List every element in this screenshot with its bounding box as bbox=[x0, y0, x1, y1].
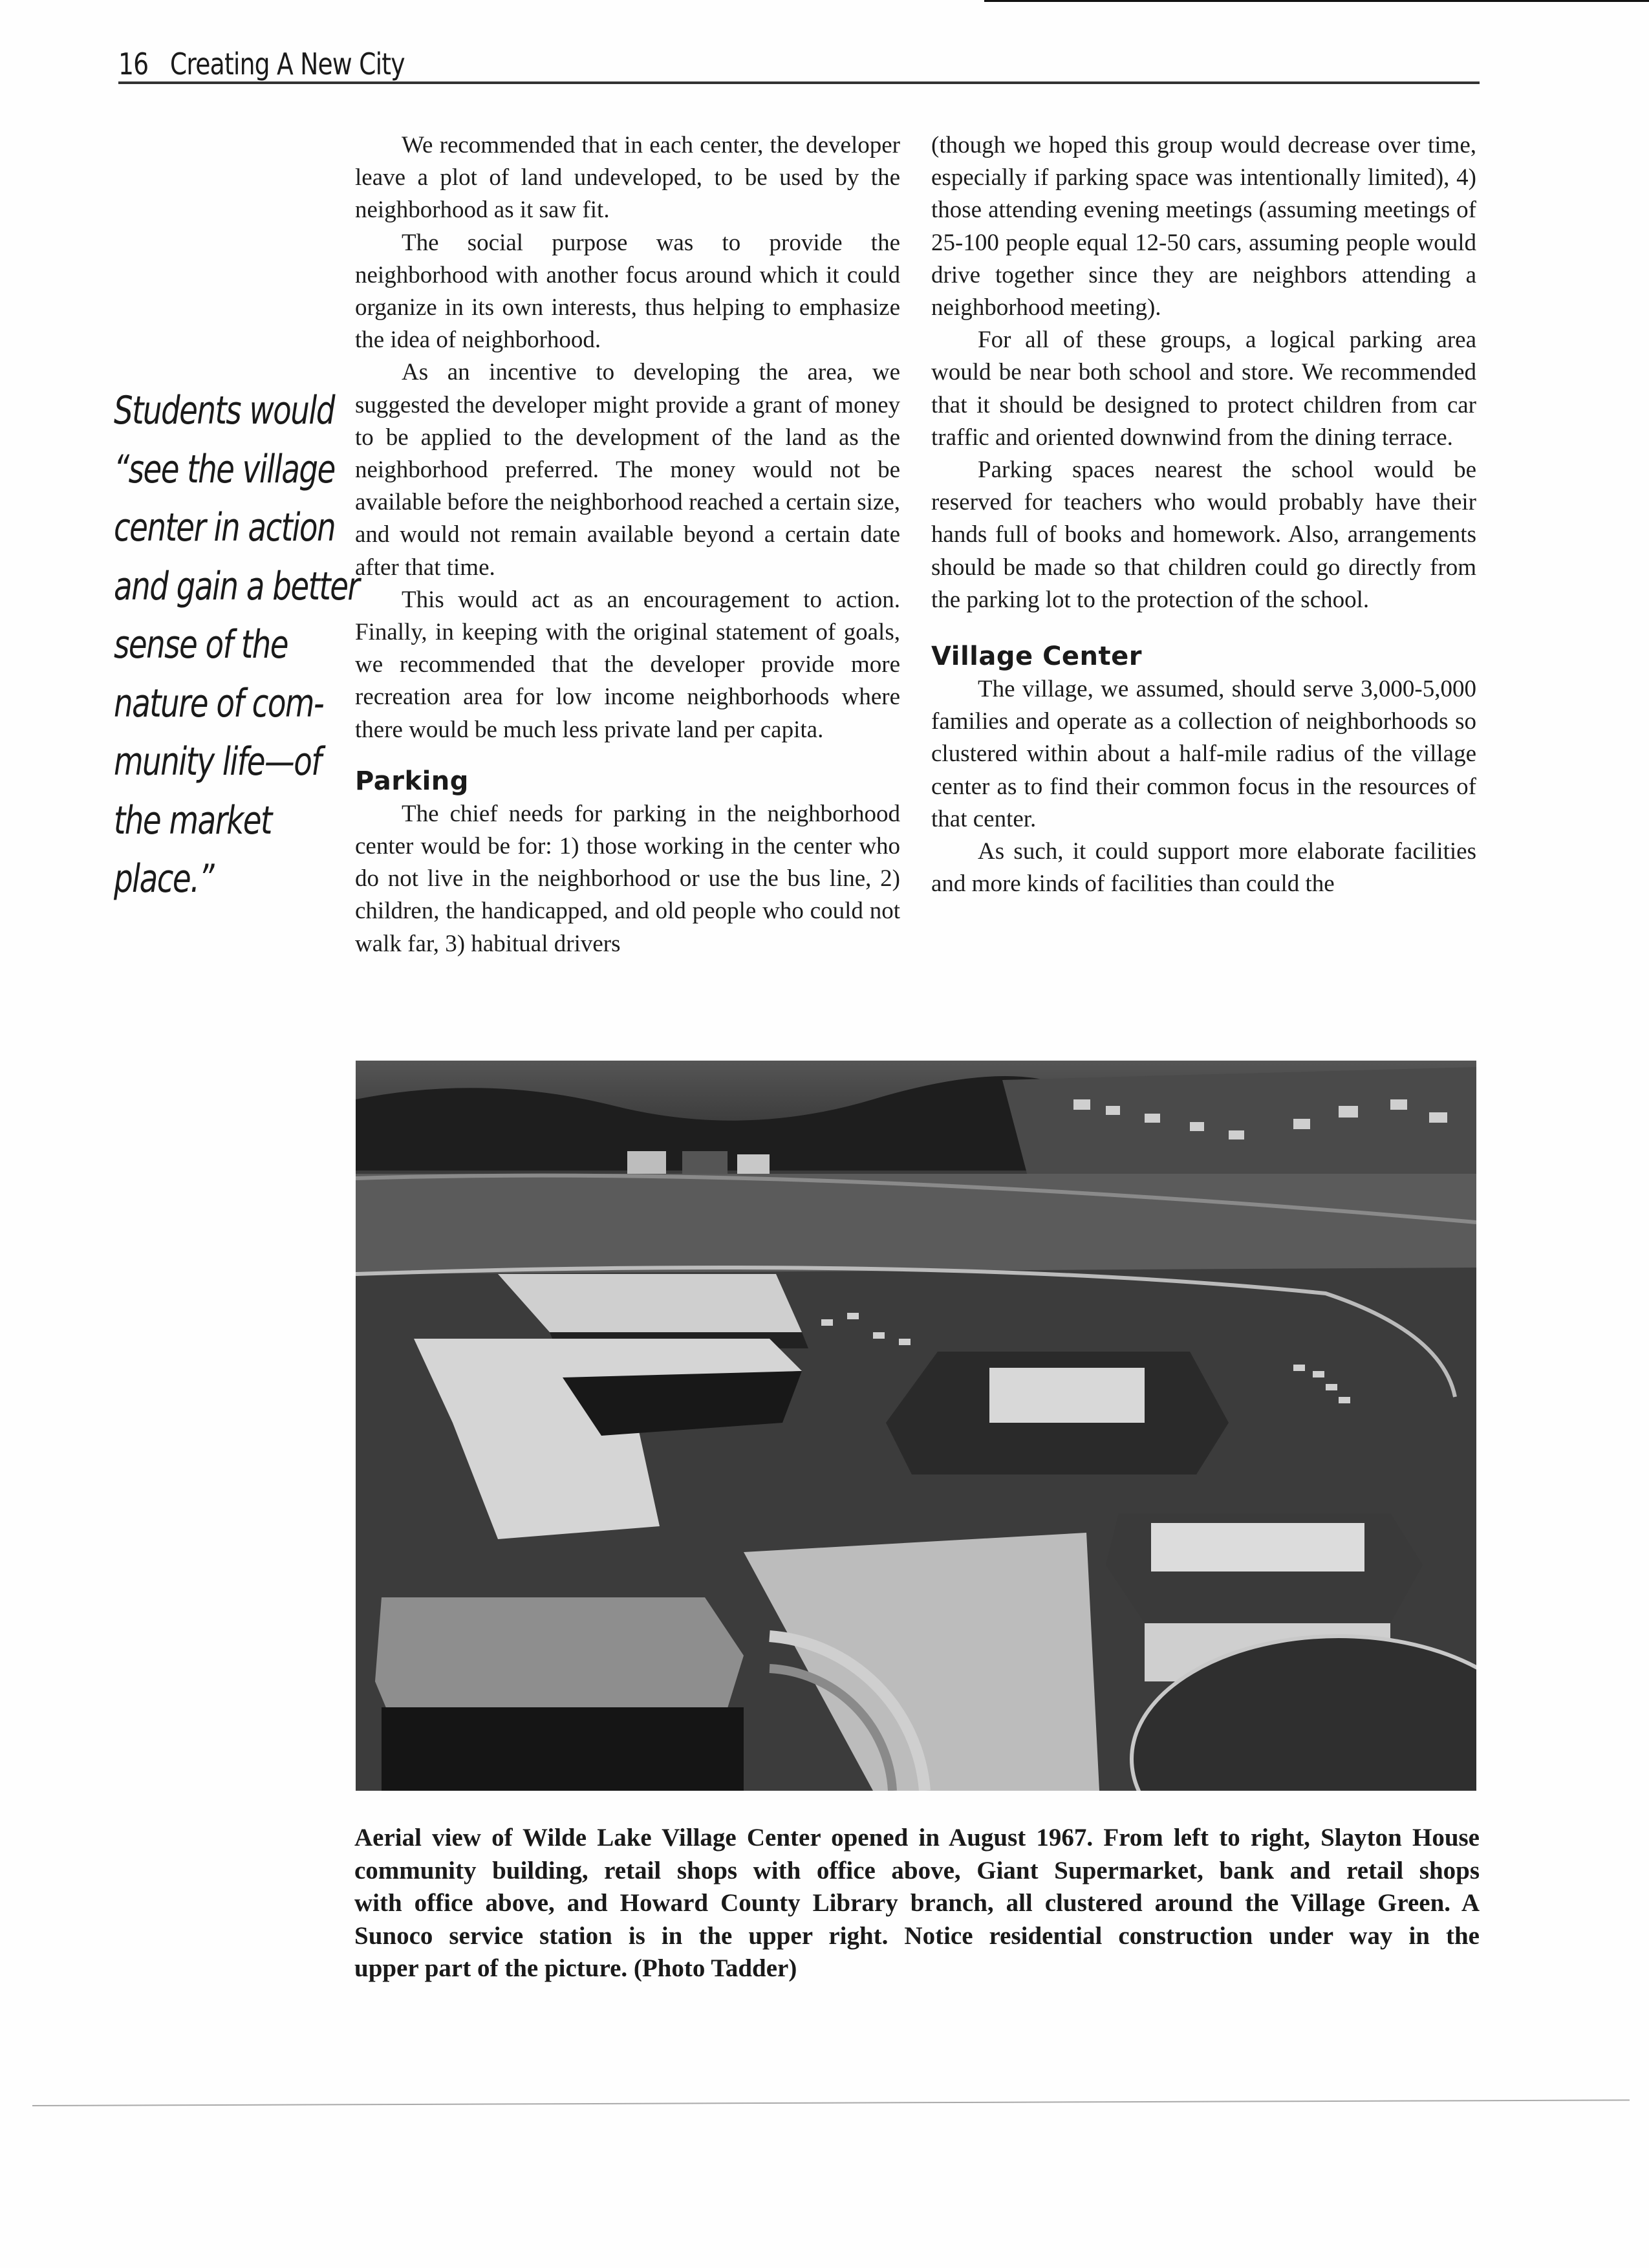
pull-quote-line: munity life—of bbox=[114, 739, 321, 784]
page-number: 16 bbox=[118, 47, 149, 81]
body-paragraph: We recommended that in each center, the developer leave a plot of land undeveloped, to be used by the neighborhood as it saw fit. bbox=[355, 132, 900, 224]
caption-line: community building, retail shops with office above, Giant Supermarket, bank and retail shops bbox=[354, 1856, 1480, 1885]
body-paragraph: Parking spaces nearest the school would be reserved for teachers who would probably have their hands full of books and homework. Also, arrangements should be made so that children could go directly from the parking lot to the protection of the school. bbox=[931, 457, 1476, 613]
body-paragraph: As an incentive to developing the area, we suggested the developer might provide a grant of money to be applied to the development of the land as the neighborhood preferred. The money would not be available before the neighborhood reached a certain size, and would not remain available beyond a certain date after that time. bbox=[355, 359, 900, 581]
running-head bbox=[118, 47, 405, 81]
body-paragraph: The village, we assumed, should serve 3,000-5,000 families and operate as a collection of neighborhoods so clustered within about a half-mile radius of the village center as to find their common focus in the resources of that center. bbox=[931, 676, 1476, 832]
body-column-right bbox=[931, 129, 1476, 900]
aerial-photo bbox=[356, 1061, 1476, 1791]
pull-quote-line: nature of com- bbox=[114, 680, 324, 726]
pull-quote-line: center in action bbox=[114, 505, 336, 550]
pull-quote-line: Students would bbox=[114, 388, 334, 433]
pull-quote-line: sense of the bbox=[114, 622, 288, 667]
caption-line: Sunoco service station is in the upper right. Notice residential construction under way in the bbox=[354, 1921, 1480, 1950]
body-column-left bbox=[355, 129, 900, 960]
body-paragraph: As such, it could support more elaborate facilities and more kinds of facilities than could the bbox=[931, 838, 1476, 898]
figure-caption bbox=[354, 1822, 1480, 1985]
pull-quote-line: and gain a better bbox=[114, 563, 360, 609]
body-paragraph: For all of these groups, a logical parking area would be near both school and store. We recommended that it should be designed to protect children from car traffic and oriented downwind from the dining terrace. bbox=[931, 327, 1476, 451]
pull-quote bbox=[114, 382, 360, 909]
running-title: Creating A New City bbox=[169, 47, 405, 81]
body-paragraph-continued: (though we hoped this group would decrease over time, especially if parking space was intentionally limited), 4) those attending evening meetings (assuming meetings of 25-100 people equal 12-50 cars, assuming people would drive together since they are neighbors attending a neighborhood meeting). bbox=[931, 132, 1476, 321]
caption-line: upper part of the picture. (Photo Tadder) bbox=[354, 1954, 797, 1982]
body-paragraph: This would act as an encouragement to action. Finally, in keeping with the original statement of goals, we recommended that the developer provide more recreation area for low income neighborhoods where there would be much less private land per capita. bbox=[355, 586, 900, 743]
caption-line: with office above, and Howard County Library branch, all clustered around the Village Green. A bbox=[354, 1889, 1480, 1917]
body-paragraph: The chief needs for parking in the neighborhood center would be for: 1) those working in the center who do not live in the neighborhood or use the bus line, 2) children, the handicapped, and old people who could not walk far, 3) habitual drivers bbox=[355, 800, 900, 957]
top-edge-rule bbox=[984, 0, 1649, 2]
bottom-rule bbox=[32, 2099, 1630, 2106]
section-heading-parking: Parking bbox=[355, 766, 469, 796]
header-rule bbox=[118, 81, 1480, 84]
pull-quote-line: the market bbox=[114, 797, 272, 843]
pull-quote-line: place.” bbox=[114, 856, 214, 902]
caption-line: Aerial view of Wilde Lake Village Center opened in August 1967. From left to right, Slayton House bbox=[354, 1824, 1480, 1852]
pull-quote-line: “see the village bbox=[114, 446, 335, 492]
section-heading-village-center: Village Center bbox=[931, 642, 1143, 672]
body-paragraph: The social purpose was to provide the neighborhood with another focus around which it could organize in its own interests, thus helping to emphasize the idea of neighborhood. bbox=[355, 229, 900, 354]
